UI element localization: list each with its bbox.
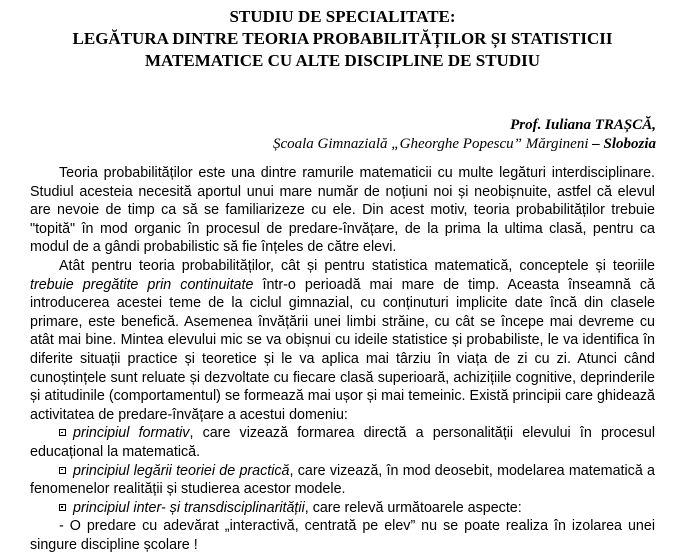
principle-text: , care relevă următoarele aspecte: — [304, 499, 522, 516]
square-bullet-icon — [59, 467, 66, 474]
document-title — [0, 6, 685, 72]
principle-item — [30, 424, 655, 461]
square-bullet-icon — [59, 504, 66, 511]
document-body — [30, 164, 655, 554]
principle-name: principiul formativ — [73, 425, 190, 442]
title-line-3: MATEMATICE CU ALTE DISCIPLINE DE STUDIU — [144, 51, 541, 70]
principle-text: , care vizează formarea directă a personalității elevului în procesul educațional la matematică. — [30, 425, 656, 460]
principle-item — [30, 462, 655, 499]
square-bullet-icon — [59, 429, 66, 436]
paragraph-2 — [30, 257, 655, 424]
author-block — [273, 116, 656, 154]
paragraph-2-rest: într-o perioadă mai mare de timp. Aceasta înseamnă că introducerea acestei teme de la ciclul gimnazial, cu conținuturi implicite date încă din clasele primare, este benefică. Asemenea învățării unei limbi străine, cu cât se începe mai devreme cu atât mai bine. Mintea elevului mic se va obișnui cu ideile statistice și probabiliste, le va identifica în diferite situații practice și teoretice și le va aplica mai târziu în viața de zi cu zi. Atunci când cunoștințele sunt reluate și dezvoltate cu fiecare clasă superioară, achizițiile cognitive, deprinderile și atitudinile (comportamentul) se formează mai ușor și mai temeinic. Există principii care ghidează activitatea de predare-învățare a acestui domeniu: — [30, 276, 655, 423]
title-line-2: LEGĂTURA DINTRE TEORIA PROBABILITĂȚILOR ȘI STATISTICII — [72, 29, 613, 48]
principle-name: principiul legării teoriei de practică — [73, 462, 290, 479]
principle-name: principiul inter- și transdisciplinarității — [73, 499, 305, 516]
school-name: Școala Gimnazială „Gheorghe Popescu” Mărgineni — [272, 136, 589, 152]
school-locality: – Slobozia — [592, 136, 656, 152]
author-name: Prof. Iuliana TRAȘCĂ, — [510, 117, 656, 133]
paragraph-2-emphasis: trebuie pregătite prin continuitate — [30, 276, 254, 293]
principle-text: , care vizează, în mod deosebit, modelarea matematică a fenomenelor realității și studierea acestor modele. — [30, 462, 655, 498]
author-school — [273, 135, 656, 154]
title-line-1: STUDIU DE SPECIALITATE: — [229, 7, 456, 26]
principle-item — [30, 499, 655, 518]
aspect-item: - O predare cu adevărat „interactivă, centrată pe elev” nu se poate realiza în izolarea unei singure discipline școlare ! — [30, 518, 655, 553]
paragraph-2-start: Atât pentru teoria probabilităților, cât și pentru statistica matematică, conceptele și teoriile — [59, 257, 655, 274]
paragraph-1: Teoria probabilităților este una dintre ramurile matematicii cu multe legături interdisciplinare. Studiul acesteia necesită aportul unui mare număr de noțiuni noi și neobișnuite, astfel că elevul are nevoie de timp ca să se familiarizeze cu ele. Din acest motiv, teoria probabilităților trebuie "topită" în mod organic în procesul de predare-învățare, de la prima la ultima clasă, pentru ca modul de a gândi probabilistic să fie înțeles de către elevi. — [30, 165, 655, 256]
